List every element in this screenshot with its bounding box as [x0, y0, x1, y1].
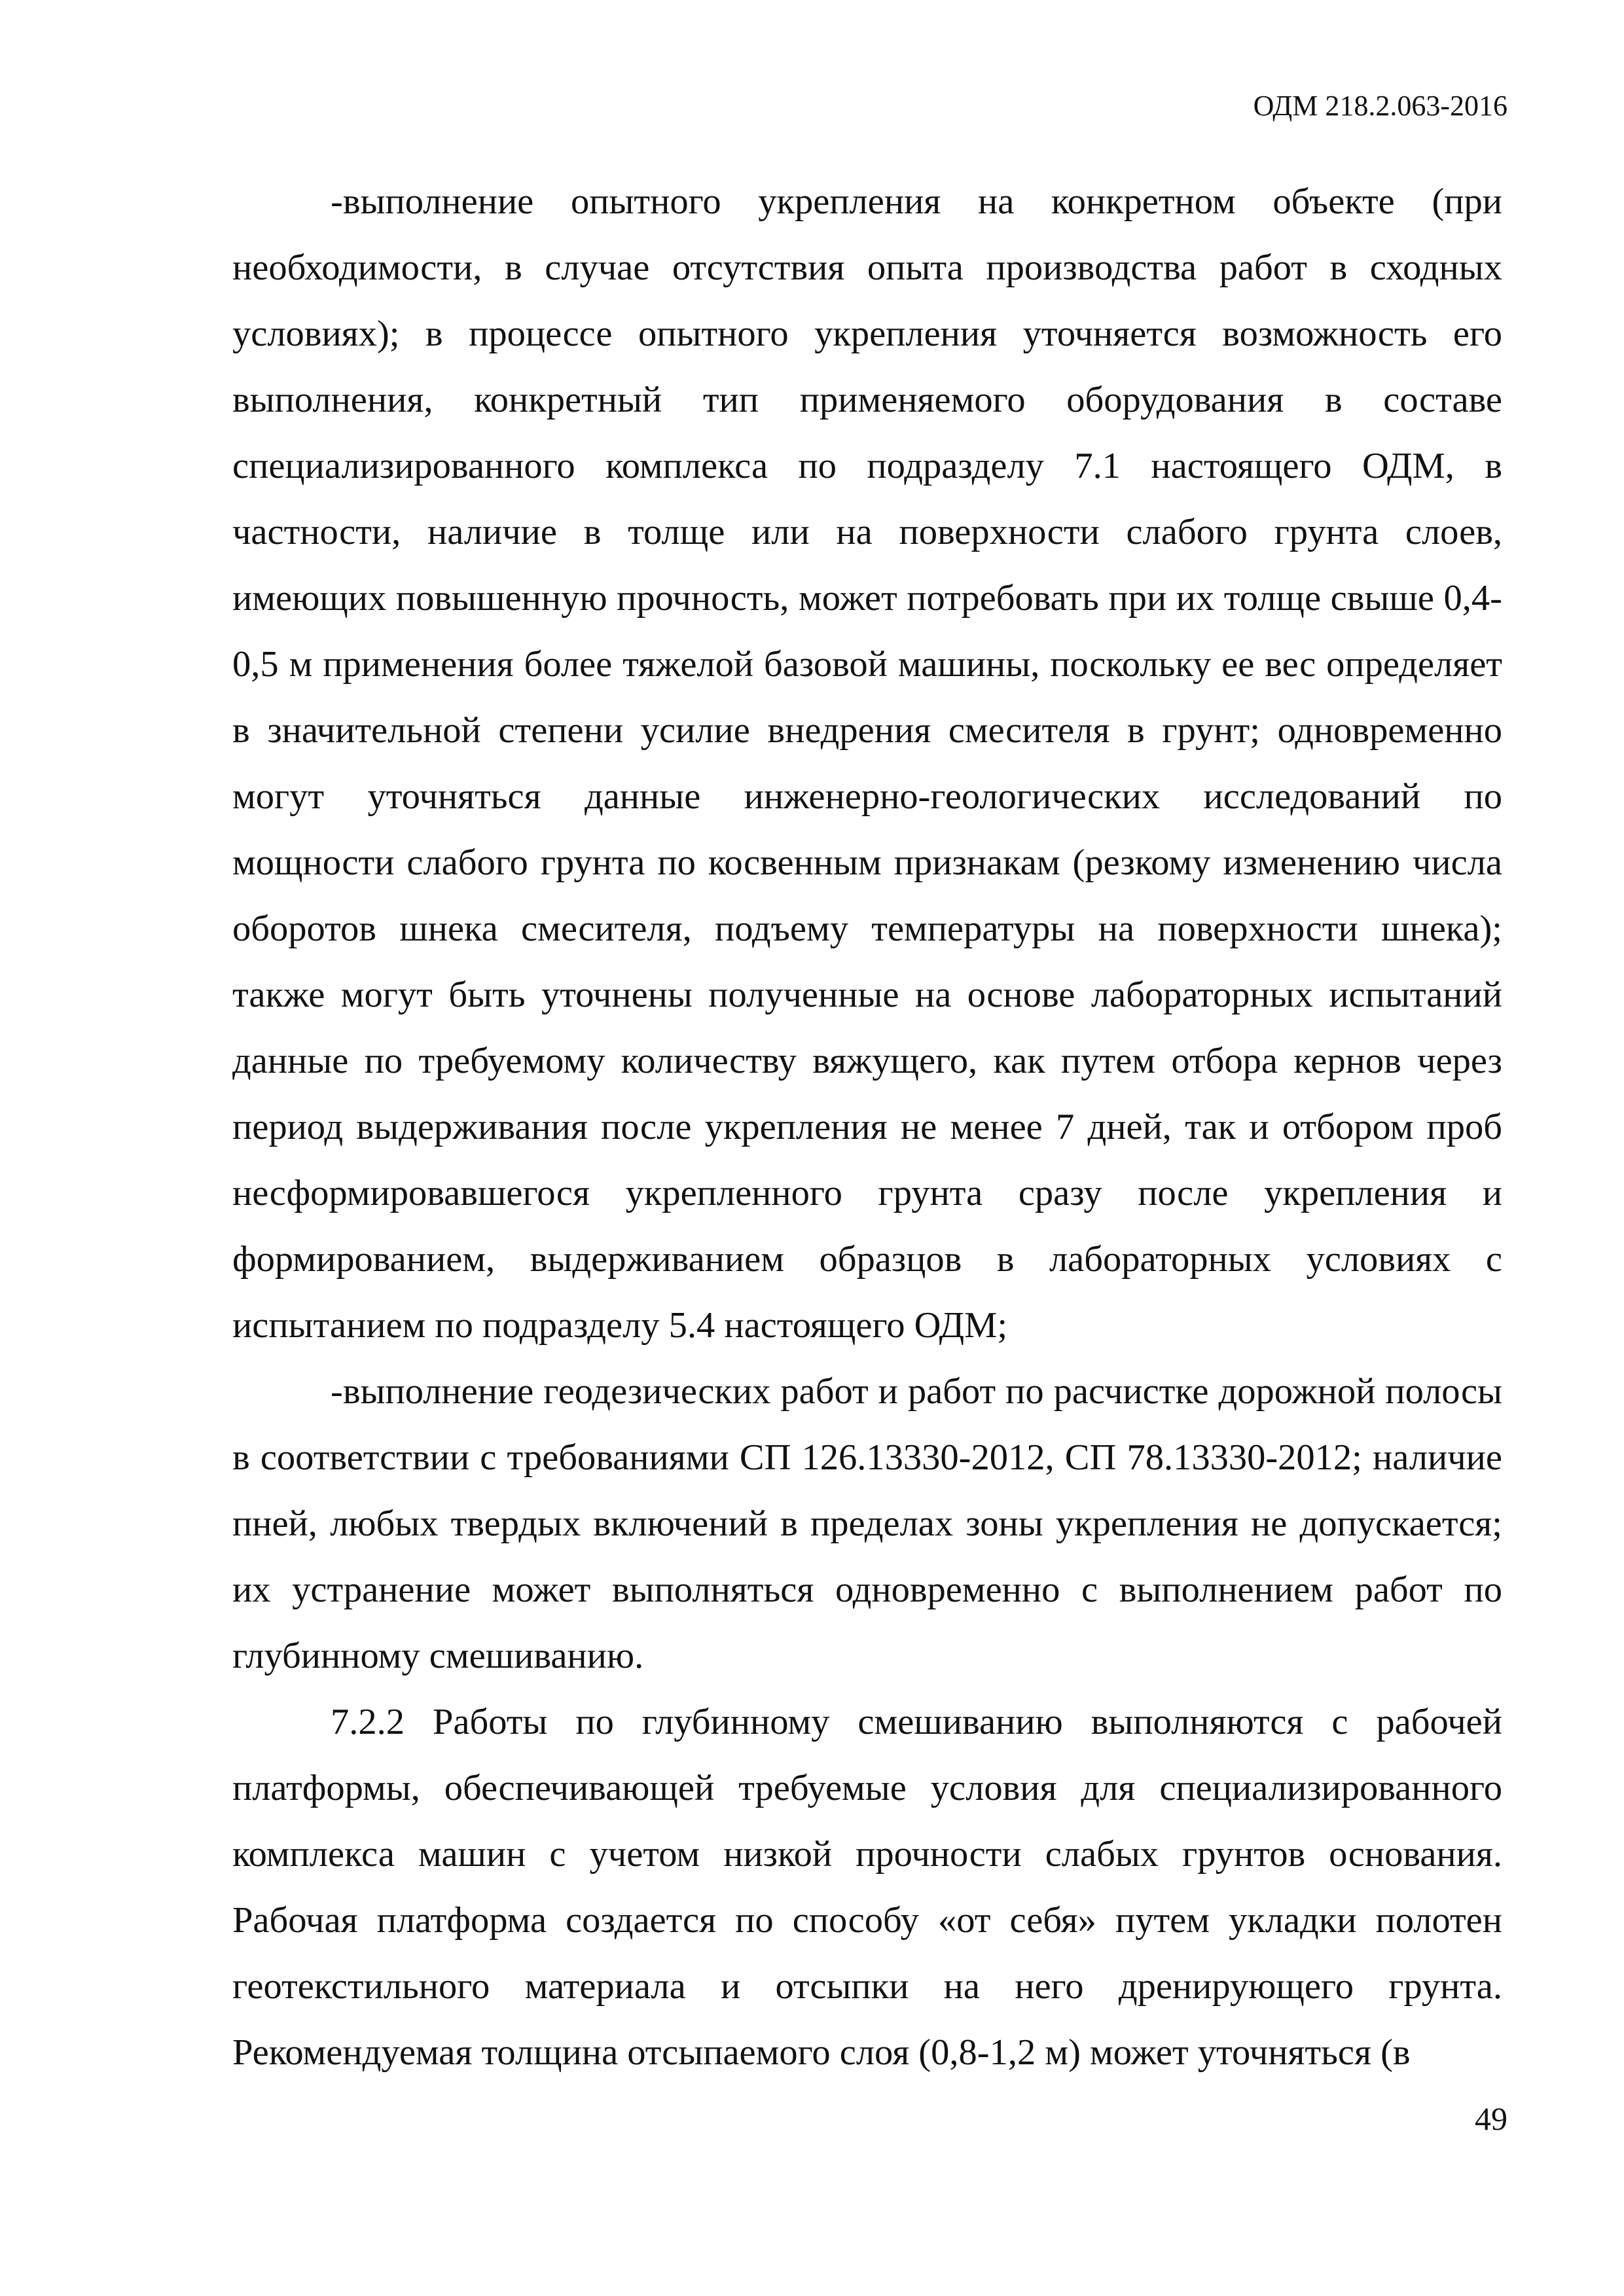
- paragraph-pilot-strengthening: -выполнение опытного укрепления на конкретном объекте (при необходимости, в случае отсутствия опыта производства работ в сходных условиях); в процессе опытного укрепления уточняется возможность его выполнения, конкретный тип применяемого оборудования в составе специализированного комплекса по подразделу 7.1 настоящего ОДМ, в частности, наличие в толще или на поверхности слабого грунта слоев, имеющих повышенную прочность, может потребовать при их толще свыше 0,4-0,5 м применения более тяжелой базовой машины, поскольку ее вес определяет в значительной степени усилие внедрения смесителя в грунт; одновременно могут уточняться данные инженерно-геологических исследований по мощности слабого грунта по косвенным признакам (резкому изменению числа оборотов шнека смесителя, подъему температуры на поверхности шнека); также могут быть уточнены полученные на основе лабораторных испытаний данные по требуемому количеству вяжущего, как путем отбора кернов через период выдерживания после укрепления не менее 7 дней, так и отбором проб несформировавшегося укрепленного грунта сразу после укрепления и формированием, выдерживанием образцов в лабораторных условиях с испытанием по подразделу 5.4 настоящего ОДМ;: [232, 181, 1502, 1346]
- paragraph-geodetic-works: -выполнение геодезических работ и работ по расчистке дорожной полосы в соответствии с требованиями СП 126.13330-2012, СП 78.13330-2012; наличие пней, любых твердых включений в пределах зоны укрепления не допускается; их устранение может выполняться одновременно с выполнением работ по глубинному смешиванию.: [232, 1371, 1502, 1676]
- document-body: [232, 169, 1502, 2086]
- document-header: ОДМ 218.2.063-2016: [1253, 90, 1507, 122]
- page-number: 49: [1475, 2100, 1507, 2137]
- paragraph-section-7-2-2: 7.2.2 Работы по глубинному смешиванию выполняются с рабочей платформы, обеспечивающей требуемые условия для специализированного комплекса машин с учетом низкой прочности слабых грунтов основания. Рабочая платформа создается по способу «от себя» путем укладки полотен геотекстильного материала и отсыпки на него дренирующего грунта. Рекомендуемая толщина отсыпаемого слоя (0,8-1,2 м) может уточняться (в: [232, 1702, 1502, 2073]
